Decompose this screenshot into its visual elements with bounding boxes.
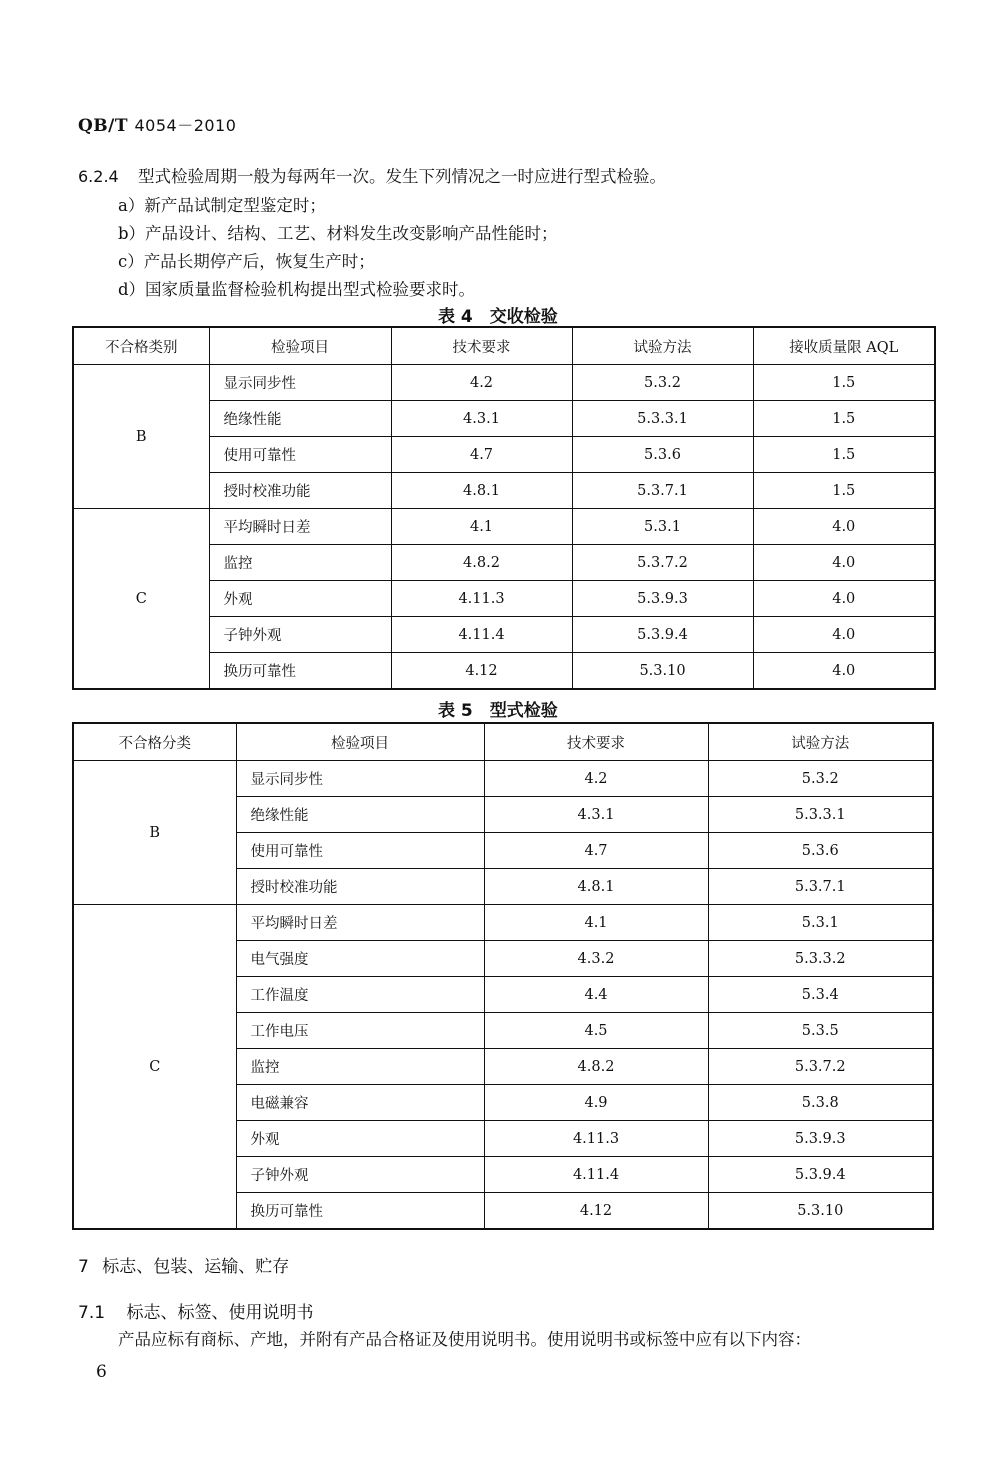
item-cell: 使用可靠性 xyxy=(236,833,484,869)
value-cell: 5.3.6 xyxy=(708,833,933,869)
table-row xyxy=(73,905,933,941)
value-cell: 5.3.9.4 xyxy=(708,1157,933,1193)
value-cell: 4.1 xyxy=(484,905,708,941)
item-cell: 绝缘性能 xyxy=(209,401,391,437)
value-cell: 5.3.7.2 xyxy=(572,545,753,581)
value-cell: 4.11.3 xyxy=(484,1121,708,1157)
value-cell: 4.8.1 xyxy=(484,869,708,905)
header-row xyxy=(73,723,933,761)
category-cell: C xyxy=(73,509,209,690)
value-cell: 4.5 xyxy=(484,1013,708,1049)
value-cell: 5.3.7.2 xyxy=(708,1049,933,1085)
clause-number: 6.2.4 xyxy=(78,167,119,186)
table5 xyxy=(72,722,934,1230)
column-header: 不合格类别 xyxy=(73,327,209,365)
value-cell: 5.3.10 xyxy=(708,1193,933,1230)
item-cell: 授时校准功能 xyxy=(209,473,391,509)
value-cell: 4.0 xyxy=(753,653,935,690)
clause-item-c: c）产品长期停产后，恢复生产时； xyxy=(118,252,375,271)
item-cell: 子钟外观 xyxy=(236,1157,484,1193)
table-row xyxy=(73,509,935,545)
item-cell: 绝缘性能 xyxy=(236,797,484,833)
item-cell: 监控 xyxy=(209,545,391,581)
value-cell: 4.3.1 xyxy=(391,401,572,437)
section-7-heading xyxy=(78,1252,289,1277)
value-cell: 1.5 xyxy=(753,365,935,401)
table-row xyxy=(73,761,933,797)
column-header: 技术要求 xyxy=(391,327,572,365)
category-cell: B xyxy=(73,761,236,905)
column-header: 技术要求 xyxy=(484,723,708,761)
value-cell: 1.5 xyxy=(753,473,935,509)
column-header: 检验项目 xyxy=(236,723,484,761)
value-cell: 5.3.9.3 xyxy=(572,581,753,617)
standard-number: 4054－2010 xyxy=(134,116,237,135)
value-cell: 4.12 xyxy=(391,653,572,690)
value-cell: 5.3.3.1 xyxy=(572,401,753,437)
item-cell: 工作电压 xyxy=(236,1013,484,1049)
value-cell: 5.3.9.3 xyxy=(708,1121,933,1157)
value-cell: 4.11.4 xyxy=(484,1157,708,1193)
column-header: 接收质量限 AQL xyxy=(753,327,935,365)
category-cell: B xyxy=(73,365,209,509)
clause-text: 型式检验周期一般为每两年一次。发生下列情况之一时应进行型式检验。 xyxy=(137,167,666,186)
item-cell: 外观 xyxy=(236,1121,484,1157)
value-cell: 4.8.2 xyxy=(391,545,572,581)
item-cell: 平均瞬时日差 xyxy=(209,509,391,545)
item-cell: 平均瞬时日差 xyxy=(236,905,484,941)
value-cell: 4.4 xyxy=(484,977,708,1013)
item-cell: 外观 xyxy=(209,581,391,617)
value-cell: 1.5 xyxy=(753,401,935,437)
value-cell: 4.0 xyxy=(753,509,935,545)
section-title: 标志、标签、使用说明书 xyxy=(126,1303,314,1323)
value-cell: 4.7 xyxy=(484,833,708,869)
category-cell: C xyxy=(73,905,236,1230)
table5-caption: 表 5 型式检验 xyxy=(438,701,558,721)
clause-item-a: a）新产品试制定型鉴定时； xyxy=(118,196,326,215)
value-cell: 5.3.6 xyxy=(572,437,753,473)
item-cell: 电气强度 xyxy=(236,941,484,977)
section-7-1-text: 产品应标有商标、产地，并附有产品合格证及使用说明书。使用说明书或标签中应有以下内容： xyxy=(118,1330,811,1349)
value-cell: 4.0 xyxy=(753,617,935,653)
clause-item-d: d）国家质量监督检验机构提出型式检验要求时。 xyxy=(118,280,476,299)
value-cell: 4.0 xyxy=(753,545,935,581)
table4-caption: 表 4 交收检验 xyxy=(438,307,558,327)
value-cell: 5.3.5 xyxy=(708,1013,933,1049)
value-cell: 4.8.1 xyxy=(391,473,572,509)
value-cell: 5.3.8 xyxy=(708,1085,933,1121)
standard-prefix: QB/T xyxy=(78,116,129,136)
clause-6-2-4 xyxy=(78,163,666,187)
table-row xyxy=(73,365,935,401)
item-cell: 授时校准功能 xyxy=(236,869,484,905)
value-cell: 5.3.2 xyxy=(572,365,753,401)
page-number: 6 xyxy=(96,1362,107,1382)
section-title: 标志、包装、运输、贮存 xyxy=(102,1257,290,1277)
section-number: 7.1 xyxy=(78,1303,106,1323)
value-cell: 5.3.10 xyxy=(572,653,753,690)
value-cell: 4.1 xyxy=(391,509,572,545)
value-cell: 5.3.9.4 xyxy=(572,617,753,653)
value-cell: 5.3.7.1 xyxy=(708,869,933,905)
value-cell: 5.3.3.2 xyxy=(708,941,933,977)
value-cell: 4.9 xyxy=(484,1085,708,1121)
document-header xyxy=(78,113,236,136)
value-cell: 5.3.2 xyxy=(708,761,933,797)
column-header: 检验项目 xyxy=(209,327,391,365)
value-cell: 5.3.1 xyxy=(708,905,933,941)
value-cell: 4.2 xyxy=(484,761,708,797)
value-cell: 4.7 xyxy=(391,437,572,473)
item-cell: 电磁兼容 xyxy=(236,1085,484,1121)
table4 xyxy=(72,326,936,690)
item-cell: 换历可靠性 xyxy=(209,653,391,690)
clause-item-b: b）产品设计、结构、工艺、材料发生改变影响产品性能时； xyxy=(118,224,558,243)
column-header: 试验方法 xyxy=(572,327,753,365)
value-cell: 5.3.4 xyxy=(708,977,933,1013)
value-cell: 4.3.2 xyxy=(484,941,708,977)
item-cell: 显示同步性 xyxy=(209,365,391,401)
header-row xyxy=(73,327,935,365)
section-7-1-heading xyxy=(78,1298,313,1323)
section-number: 7 xyxy=(78,1257,89,1277)
value-cell: 5.3.1 xyxy=(572,509,753,545)
value-cell: 1.5 xyxy=(753,437,935,473)
value-cell: 4.2 xyxy=(391,365,572,401)
item-cell: 监控 xyxy=(236,1049,484,1085)
item-cell: 使用可靠性 xyxy=(209,437,391,473)
value-cell: 4.3.1 xyxy=(484,797,708,833)
column-header: 不合格分类 xyxy=(73,723,236,761)
column-header: 试验方法 xyxy=(708,723,933,761)
value-cell: 5.3.3.1 xyxy=(708,797,933,833)
value-cell: 4.11.3 xyxy=(391,581,572,617)
item-cell: 显示同步性 xyxy=(236,761,484,797)
item-cell: 工作温度 xyxy=(236,977,484,1013)
value-cell: 5.3.7.1 xyxy=(572,473,753,509)
item-cell: 子钟外观 xyxy=(209,617,391,653)
value-cell: 4.12 xyxy=(484,1193,708,1230)
value-cell: 4.8.2 xyxy=(484,1049,708,1085)
item-cell: 换历可靠性 xyxy=(236,1193,484,1230)
value-cell: 4.11.4 xyxy=(391,617,572,653)
value-cell: 4.0 xyxy=(753,581,935,617)
